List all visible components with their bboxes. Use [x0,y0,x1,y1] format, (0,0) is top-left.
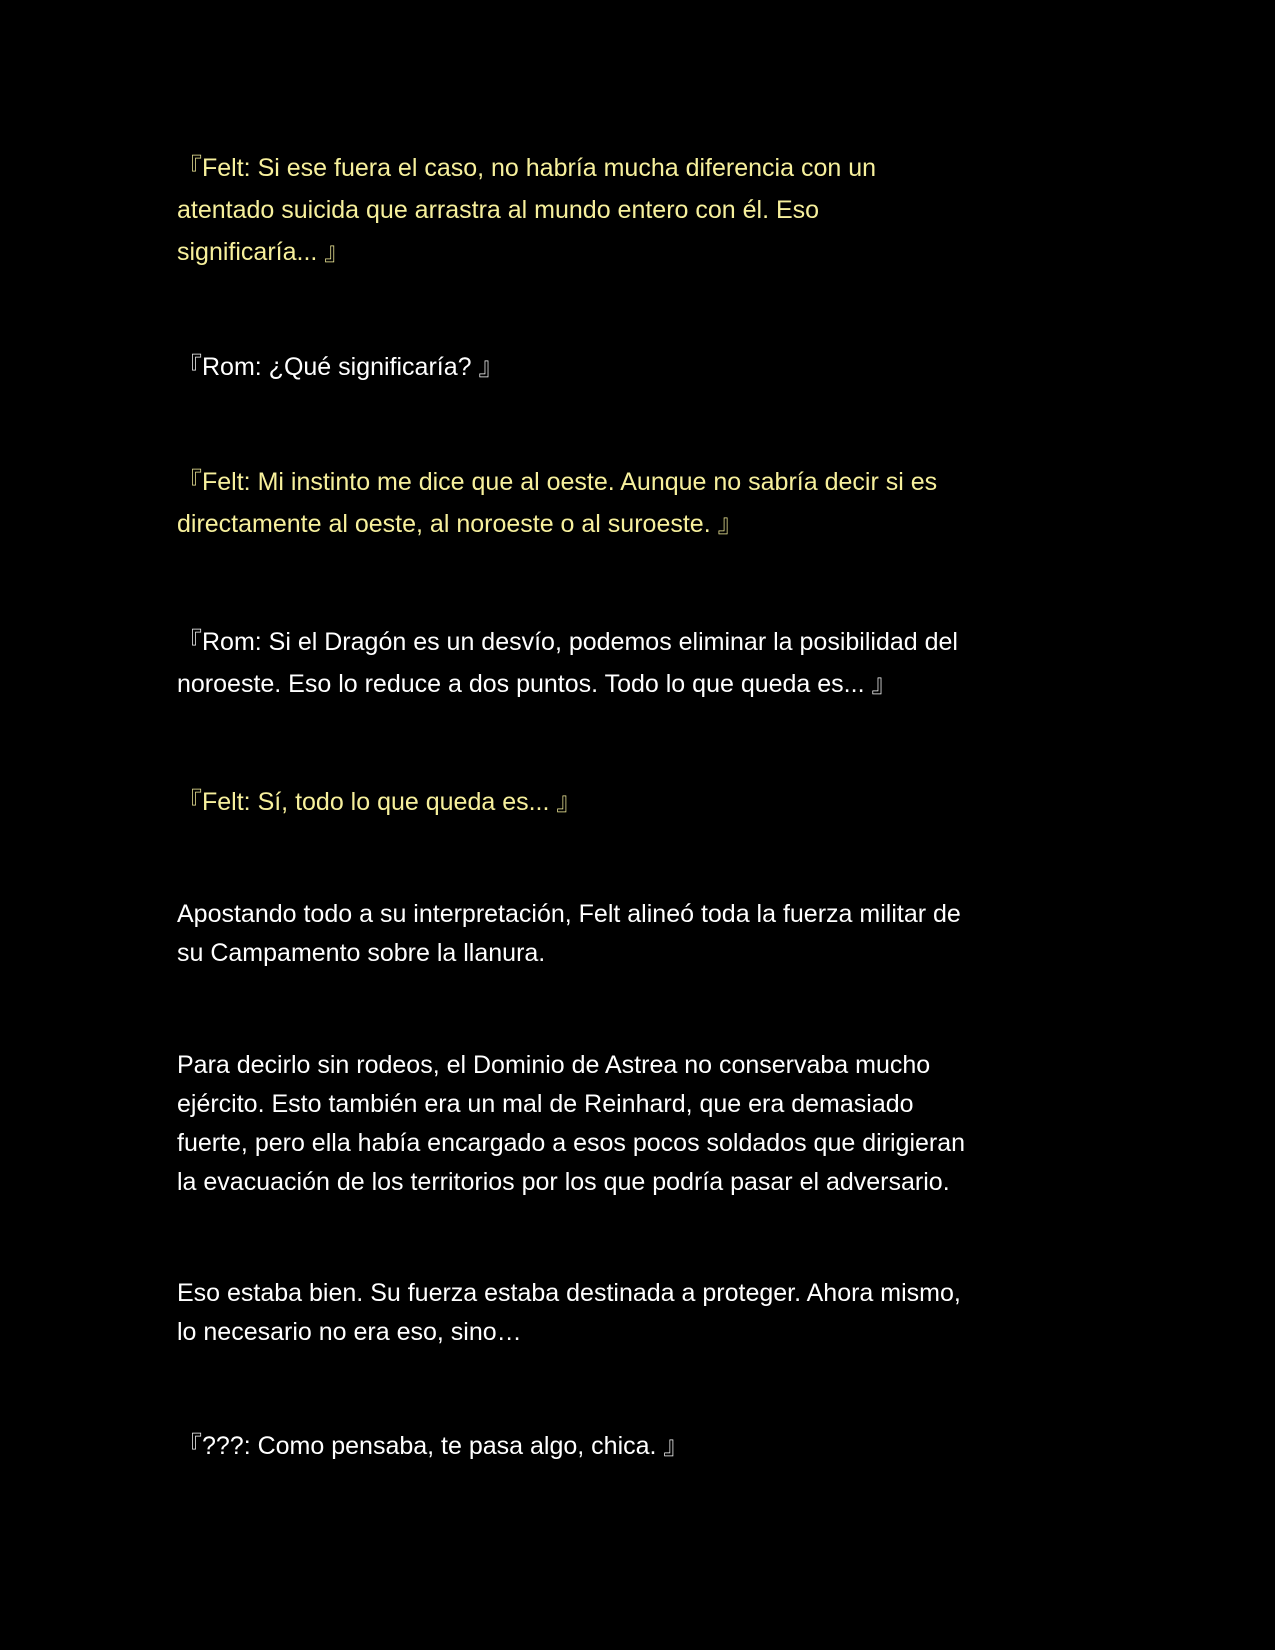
rom-dialogue [177,621,1117,705]
narration-paragraph [177,1046,1117,1202]
text-line: fuerte, pero ella había encargado a esos pocos soldados que dirigieran [177,1129,966,1157]
text-line: lo necesario no era eso, sino… [177,1318,522,1346]
text-line: la evacuación de los territorios por los que podría pasar el adversario. [177,1168,950,1196]
narration-paragraph [177,895,1117,973]
felt-dialogue [177,781,1117,823]
text-line: Eso estaba bien. Su fuerza estaba destinada a proteger. Ahora mismo, [177,1279,961,1307]
rom-dialogue [177,346,1117,388]
text-line: ejército. Esto también era un mal de Reinhard, que era demasiado [177,1090,914,1118]
text-line: atentado suicida que arrastra al mundo entero con él. Eso [177,196,820,224]
felt-dialogue [177,461,1117,545]
text-line: directamente al oeste, al noroeste o al suroeste. 』 [177,510,743,538]
text-line: 『Rom: ¿Qué significaría? 』 [177,353,504,381]
text-line: 『Felt: Mi instinto me dice que al oeste. Aunque no sabría decir si es [177,468,938,496]
felt-dialogue [177,147,1117,273]
narration-paragraph [177,1274,1117,1352]
unknown-speaker-dialogue [177,1425,1117,1467]
text-line: 『Rom: Si el Dragón es un desvío, podemos eliminar la posibilidad del [177,628,958,656]
text-line: 『Felt: Si ese fuera el caso, no habría mucha diferencia con un [177,154,876,182]
text-line: 『Felt: Sí, todo lo que queda es... 』 [177,788,582,816]
text-line: su Campamento sobre la llanura. [177,939,546,967]
text-line: 『???: Como pensaba, te pasa algo, chica. 』 [177,1432,689,1460]
text-line: Apostando todo a su interpretación, Felt alineó toda la fuerza militar de [177,900,961,928]
text-line: significaría... 』 [177,238,350,266]
text-line: noroeste. Eso lo reduce a dos puntos. Todo lo que queda es... 』 [177,670,897,698]
text-line: Para decirlo sin rodeos, el Dominio de Astrea no conservaba mucho [177,1051,931,1079]
